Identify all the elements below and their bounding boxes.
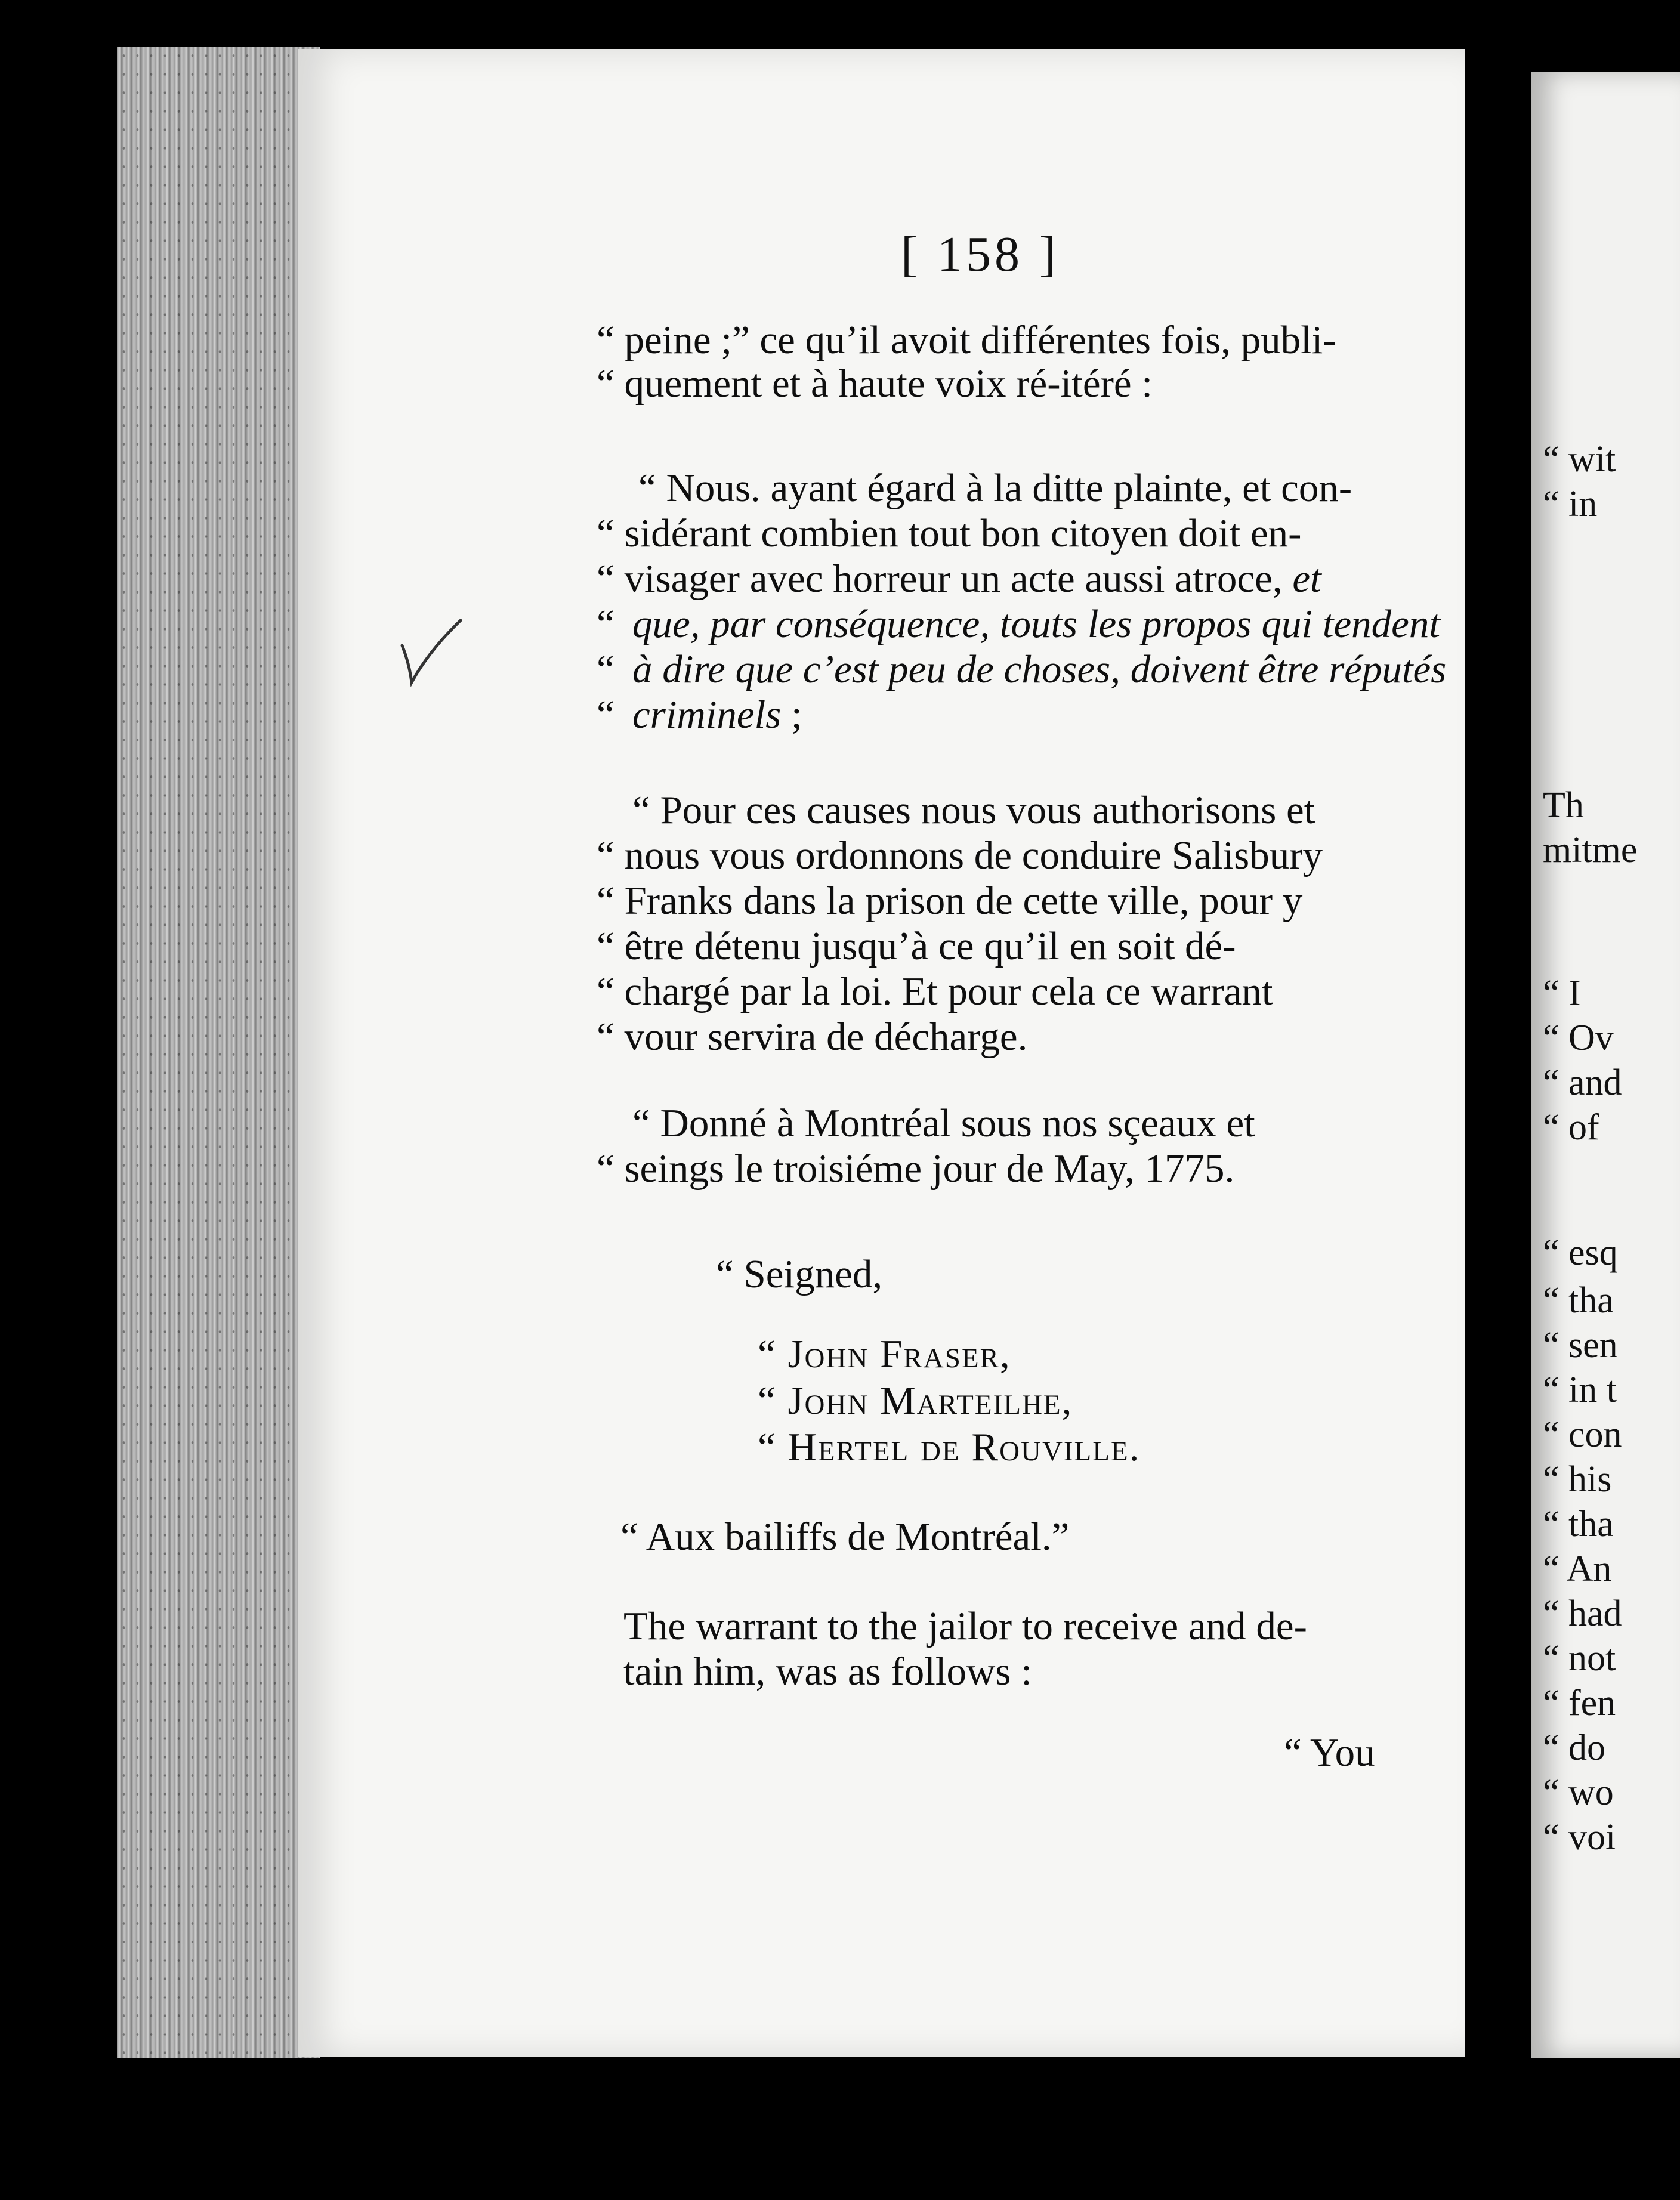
text-line: “ criminels ; (597, 693, 802, 737)
text-line: “ peine ;” ce qu’il avoit différentes fois, publi- (597, 318, 1336, 362)
facing-line: “ had (1543, 1593, 1622, 1634)
text-line: “ être détenu jusqu’à ce qu’il en soit dé- (597, 924, 1236, 968)
signatory-name: “ John Fraser, (758, 1332, 1011, 1376)
facing-line: “ do (1543, 1728, 1606, 1768)
facing-line: “ fen (1543, 1683, 1616, 1723)
facing-line: Th (1543, 785, 1584, 826)
book-gutter (1465, 0, 1531, 2200)
facing-line: “ tha (1543, 1504, 1614, 1544)
text-line: “ sidérant combien tout bon citoyen doit en- (597, 511, 1302, 555)
facing-line: “ in (1543, 484, 1598, 524)
facing-line: “ An (1543, 1549, 1612, 1589)
text-line: The warrant to the jailor to receive and de- (623, 1604, 1307, 1648)
facing-line: “ tha (1543, 1280, 1614, 1321)
text-line: “ Donné à Montréal sous nos sçeaux et (632, 1101, 1255, 1145)
text-line: “ quement et à haute voix ré-itéré : (597, 361, 1153, 406)
text-line: “ Aux bailiffs de Montréal.” (620, 1515, 1070, 1559)
text-line: tain him, was as follows : (623, 1649, 1032, 1694)
facing-line: “ sen (1543, 1325, 1618, 1365)
text-line: “ Franks dans la prison de cette ville, pour y (597, 879, 1303, 923)
text-line: “ seings le troisiéme jour de May, 1775. (597, 1147, 1235, 1191)
text-line: “ visager avec horreur un acte aussi atroce, et (597, 557, 1321, 601)
text-line: “ Nous. ayant égard à la ditte plainte, et con- (638, 466, 1352, 510)
text-line: “ Pour ces causes nous vous authorisons et (632, 788, 1315, 832)
facing-page (1531, 72, 1680, 2058)
facing-line: “ not (1543, 1638, 1616, 1679)
text-line: “ que, par conséquence, touts les propos qui tendent (597, 602, 1441, 646)
facing-line: mitme (1543, 830, 1638, 870)
page-number: [ 158 ] (901, 227, 1060, 282)
text-line: “ chargé par la loi. Et pour cela ce warrant (597, 969, 1273, 1014)
facing-line: “ Ov (1543, 1018, 1614, 1058)
signatory-name: “ John Marteilhe, (758, 1379, 1073, 1423)
facing-line: “ and (1543, 1062, 1622, 1103)
facing-line: “ wit (1543, 439, 1616, 480)
page-edges (117, 47, 320, 2058)
signature-intro: “ Seigned, (716, 1252, 883, 1296)
facing-line: “ his (1543, 1459, 1612, 1500)
text-line: “ à dire que c’est peu de choses, doivent être réputés (597, 647, 1447, 691)
text-line: “ vour servira de décharge. (597, 1015, 1028, 1059)
facing-line: “ con (1543, 1414, 1622, 1455)
facing-line: “ in t (1543, 1370, 1617, 1410)
text-line: “ nous vous ordonnons de conduire Salisbury (597, 833, 1323, 877)
facing-line: “ of (1543, 1107, 1599, 1148)
facing-line: “ esq (1543, 1232, 1618, 1273)
facing-line: “ I (1543, 973, 1581, 1014)
pencil-check-mark (399, 616, 464, 687)
facing-line: “ voi (1543, 1817, 1616, 1858)
facing-line: “ wo (1543, 1772, 1614, 1813)
catchword: “ You (1284, 1731, 1375, 1775)
signatory-name: “ Hertel de Rouville. (758, 1425, 1141, 1469)
